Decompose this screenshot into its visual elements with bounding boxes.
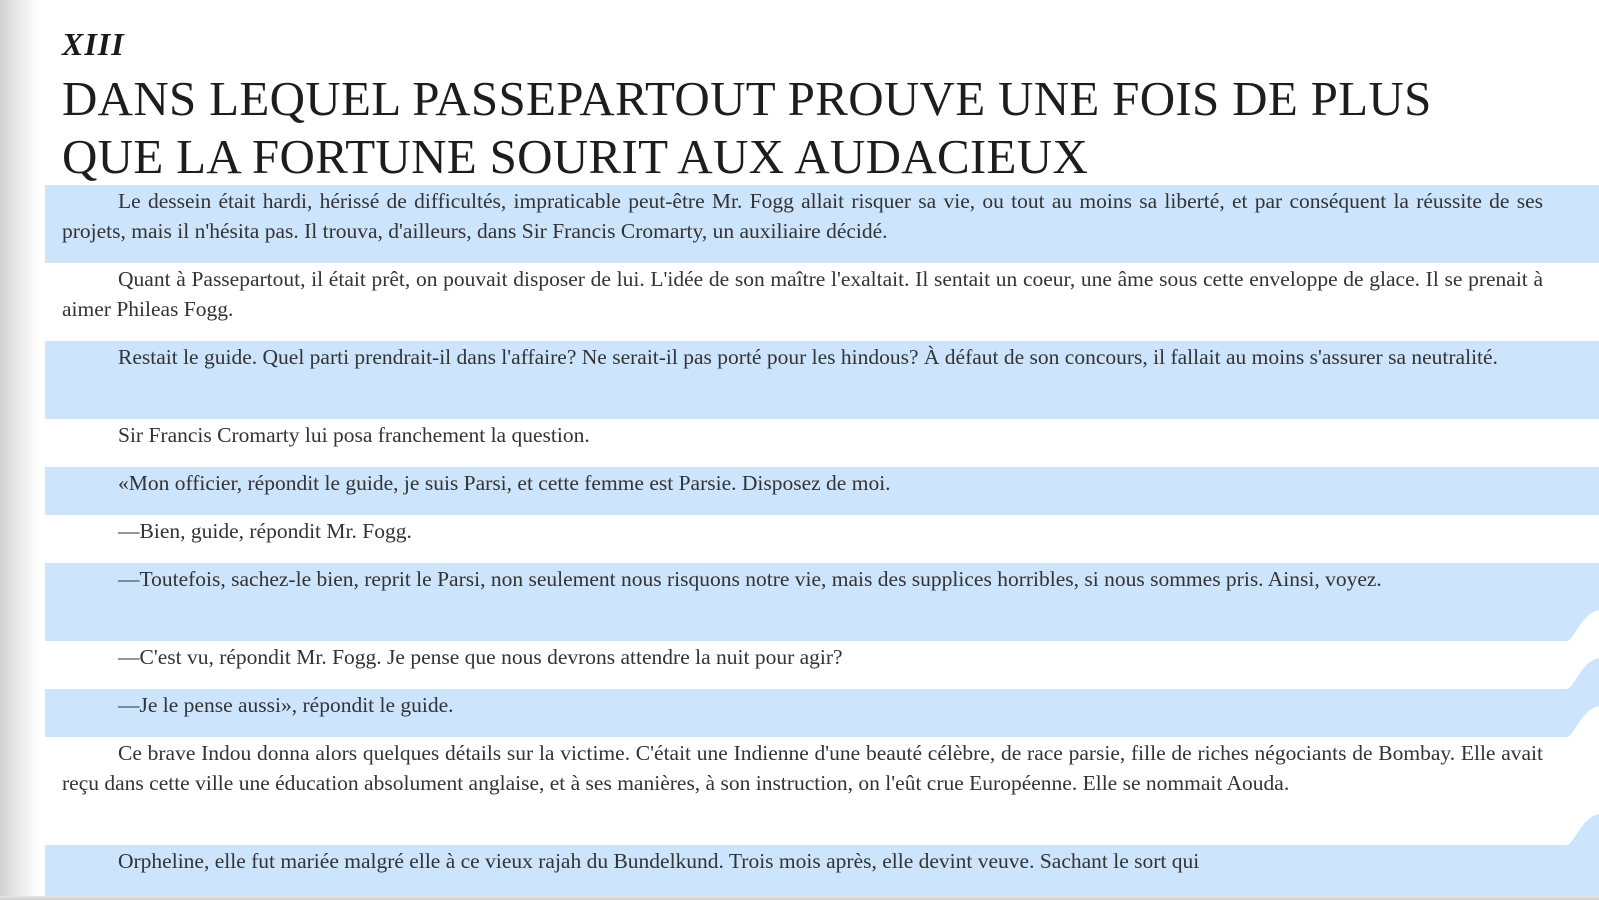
- paragraph[interactable]: [45, 263, 1599, 341]
- paragraph-text: Sir Francis Cromarty lui posa franchement la question.: [118, 423, 590, 447]
- page-curl-shape: [1561, 814, 1599, 848]
- book-spine-shadow: [0, 0, 40, 900]
- paragraph[interactable]: [45, 515, 1599, 563]
- paragraph-text: —C'est vu, répondit Mr. Fogg. Je pense que nous devrons attendre la nuit pour agir?: [118, 645, 843, 669]
- paragraph-text: —Bien, guide, répondit Mr. Fogg.: [118, 519, 412, 543]
- paragraph-highlighted[interactable]: [45, 563, 1599, 641]
- paragraph-text: Le dessein était hardi, hérissé de difficultés, impraticable peut-être Mr. Fogg allait risquer sa vie, ou tout au moins sa liberté, et par conséquent la réussite de ses projets, mais il n'hésita pas. Il trouva, d'ailleurs, dans Sir Francis Cromarty, un auxiliaire décidé.: [62, 189, 1543, 243]
- paragraph-text: Orpheline, elle fut mariée malgré elle à ce vieux rajah du Bundelkund. Trois mois après, elle devint veuve. Sachant le sort qui: [118, 849, 1200, 873]
- paragraph-text: «Mon officier, répondit le guide, je suis Parsi, et cette femme est Parsie. Disposez de moi.: [118, 471, 891, 495]
- page-curl-shape: [1561, 658, 1599, 692]
- page-curl-shape: [1561, 610, 1599, 644]
- paragraph-highlighted[interactable]: [45, 185, 1599, 263]
- paragraph-text: —Toutefois, sachez-le bien, reprit le Parsi, non seulement nous risquons notre vie, mais des supplices horribles, si nous sommes pris. Ainsi, voyez.: [118, 567, 1382, 591]
- paragraph-highlighted[interactable]: [45, 341, 1599, 419]
- page-curl-shape: [1561, 706, 1599, 740]
- page-bottom-edge: [0, 896, 1599, 900]
- paragraph-text: —Je le pense aussi», répondit le guide.: [118, 693, 454, 717]
- paragraph-highlighted[interactable]: [45, 845, 1599, 896]
- paragraph-text: Quant à Passepartout, il était prêt, on pouvait disposer de lui. L'idée de son maître l'exaltait. Il sentait un coeur, une âme sous cette enveloppe de glace. Il se prenait à aimer Phileas Fogg.: [62, 267, 1543, 321]
- paragraph-text: Restait le guide. Quel parti prendrait-il dans l'affaire? Ne serait-il pas porté pour les hindous? À défaut de son concours, il fallait au moins s'assurer sa neutralité.: [118, 345, 1498, 369]
- paragraph-highlighted[interactable]: [45, 689, 1599, 737]
- paragraph-highlighted[interactable]: [45, 467, 1599, 515]
- paragraph[interactable]: [45, 641, 1599, 689]
- chapter-title: DANS LEQUEL PASSEPARTOUT PROUVE UNE FOIS DE PLUS QUE LA FORTUNE SOURIT AUX AUDACIEUX: [62, 71, 1432, 184]
- paragraph[interactable]: [45, 419, 1599, 467]
- paragraph[interactable]: [45, 737, 1599, 845]
- chapter-number: XIII: [62, 26, 125, 62]
- paragraph-text: Ce brave Indou donna alors quelques détails sur la victime. C'était une Indienne d'une beauté célèbre, de race parsie, fille de riches négociants de Bombay. Elle avait reçu dans cette ville une éducation absolument anglaise, et à ses manières, à son instruction, on l'eût crue Européenne. Elle se nommait Aouda.: [62, 741, 1543, 795]
